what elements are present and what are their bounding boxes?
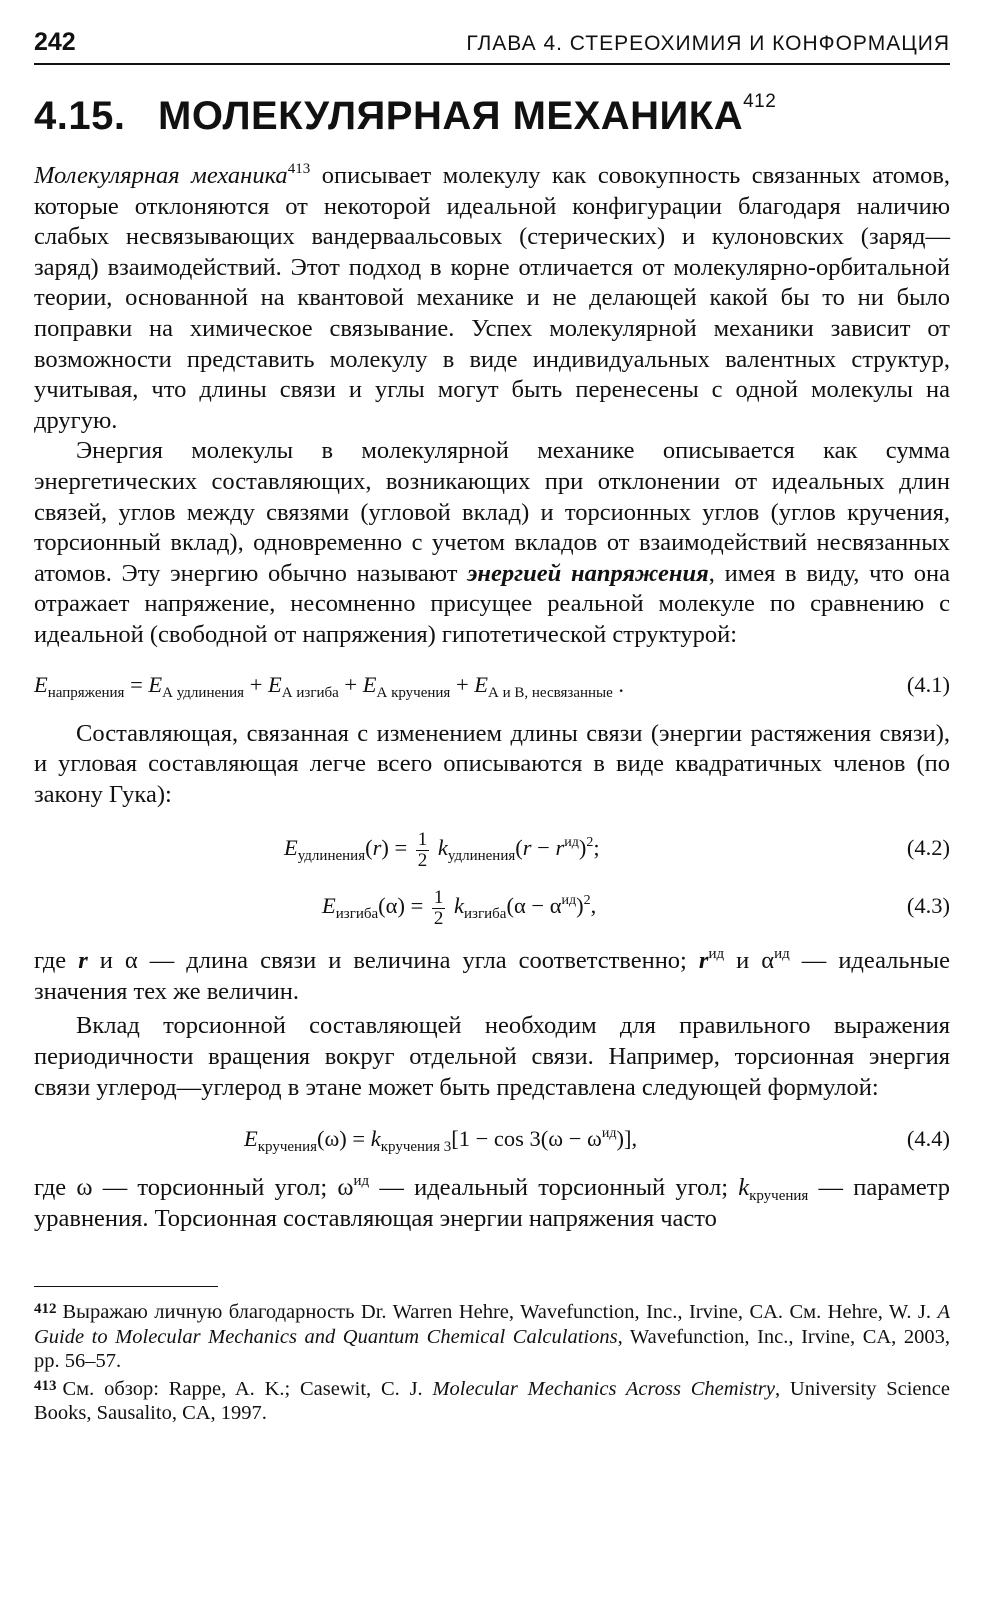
- fraction-denominator: 2: [433, 907, 444, 929]
- eq4-tail: )],: [616, 1126, 638, 1152]
- p4-b: и α — длина связи и величина угла соответственно;: [87, 947, 699, 975]
- eq-symbol: E: [34, 671, 48, 697]
- p4-sup2: ид: [774, 946, 790, 963]
- term-molecular-mechanics: Молекулярная механика: [34, 162, 288, 189]
- p4-c: и α: [724, 947, 775, 975]
- footnote-number: 412: [34, 1301, 57, 1318]
- equation-4-1: [34, 665, 950, 705]
- eq2-sub-e: удлинения: [297, 848, 366, 865]
- page: [34, 28, 950, 1426]
- footnote-text: См. обзор: Rappe, A. K.; Casewit, C. J.: [62, 1377, 433, 1400]
- eq1-sub-0: напряжения: [47, 684, 125, 701]
- eq-k: k: [454, 893, 465, 919]
- fraction-numerator: 1: [433, 886, 444, 908]
- eq1-sub-3: А кручения: [376, 684, 451, 701]
- paragraph-2: [34, 436, 950, 650]
- running-title: ГЛАВА 4. СТЕРЕОХИМИЯ И КОНФОРМАЦИЯ: [466, 32, 950, 55]
- eq-symbol: E: [148, 671, 163, 697]
- p4-d: — идеальные значения тех же величин.: [34, 947, 951, 1005]
- p6-c: — параметр уравнения. Торсионная составляющая энергии напряжения часто: [34, 1174, 950, 1232]
- footnote-book-title: A Guide to Molecular Mechanics and Quantum Chemical Calculations: [34, 1301, 950, 1348]
- footnote-rule: [34, 1286, 218, 1287]
- equation-4-3: [34, 880, 950, 932]
- eq1-sub-2: А изгиба: [281, 684, 339, 701]
- footnote-number: 413: [34, 1377, 57, 1394]
- p6-sup: ид: [353, 1173, 370, 1190]
- p6-ksub: кручения: [749, 1188, 809, 1205]
- eq3-var: α: [385, 893, 398, 919]
- footnote-text: , Wavefunction, Inc., Irvine, CA, 2003, pp. 56–57.: [34, 1325, 950, 1373]
- equation-4-4-formula: $E_{кручения}(\omega) = k_{кручения 3}[1 - \cos 3(\omega - \omega^{ид})]$,: [244, 1126, 638, 1156]
- footnote-text: Выражаю личную благодарность Dr. Warren Hehre, Wavefunction, Inc., Irvine, CA. См. Hehre, W. J.: [62, 1301, 938, 1324]
- equation-4-2: [34, 822, 950, 874]
- eq4-sub-e: кручения: [257, 1139, 317, 1156]
- section-title: [34, 91, 950, 139]
- eq-k: k: [370, 1126, 381, 1152]
- eq-symbol: E: [474, 671, 489, 697]
- fraction-half: [432, 888, 446, 929]
- paragraph-6: [34, 1173, 950, 1234]
- term-strain-energy: энергией напряжения: [467, 559, 709, 587]
- page-header: [34, 28, 950, 57]
- p6-b: — идеальный торсионный угол;: [369, 1174, 739, 1202]
- eq2-ideal: ид: [564, 835, 579, 851]
- eq4-body: [1 − cos 3(ω − ω: [451, 1126, 602, 1152]
- paragraph-5: Вклад торсионной составляющей необходим для правильного выражения периодичности вращения вокруг отдельной связи. Например, торсионная энергия связи углерод—углерод в этане может быть представлена следующей формулой:: [34, 1012, 950, 1101]
- eq2-var: r: [372, 835, 382, 861]
- page-number: 242: [34, 28, 76, 56]
- eq-symbol: E: [362, 671, 377, 697]
- p4-sup1: ид: [708, 946, 725, 963]
- eq1-sub-1: А удлинения: [162, 684, 245, 701]
- p4-a: где: [34, 947, 79, 975]
- p4-r: r: [78, 947, 88, 975]
- equation-number: (4.2): [906, 835, 950, 861]
- p6-a: где ω — торсионный угол; ω: [34, 1174, 354, 1202]
- eq3-var: α: [549, 893, 562, 919]
- footnote-book-title: Molecular Mechanics Across Chemistry: [432, 1377, 775, 1400]
- equation-number: (4.3): [906, 893, 950, 919]
- p4-r2: r: [698, 947, 709, 975]
- eq3-var: α: [513, 893, 526, 919]
- header-rule: [34, 63, 950, 65]
- eq-symbol: E: [322, 893, 336, 919]
- eq1-sub-4: А и В, несвязанные: [488, 684, 613, 701]
- eq-k: k: [437, 835, 448, 861]
- eq2-sub-k: удлинения: [447, 848, 516, 865]
- eq4-sub-k: кручения 3: [380, 1139, 452, 1156]
- equation-number: (4.4): [906, 1126, 950, 1152]
- eq-symbol: E: [244, 1126, 258, 1152]
- equation-4-2-formula: $E_{удлинения}(r)$ = $\frac{1}{2}$ $k_{удлинения}(r - r^{ид})^2$;: [284, 828, 600, 871]
- footnote-412: [34, 1297, 950, 1374]
- section-footnote-ref: 412: [743, 91, 777, 112]
- equation-number: (4.1): [906, 671, 950, 697]
- footnote-ref-413: 413: [287, 161, 311, 177]
- eq2-var: r: [522, 835, 532, 861]
- eq-symbol: E: [284, 835, 298, 861]
- eq3-sub-e: изгиба: [335, 906, 379, 923]
- fraction-denominator: 2: [417, 849, 428, 871]
- paragraph-1-text: описывает молекулу как совокупность связанных атомов, которые отклоняются от некоторой идеальной конфигурации благодаря наличию слабых несвязывающих вандерваальсовых (стерических) и кулоновских (заряд—заряд) взаимодействий. Этот подход в корне отличается от молекулярно-орбитальной теории, основанной на квантовой механике и не делающей какой бы то ни было поправки на химическое связывание. Успех молекулярной механики зависит от возможности представить молекулу в виде индивидуальных валентных структур, учитывая, что длины связи и углы могут быть перенесены с одной молекулы на другую.: [34, 162, 951, 434]
- eq3-ideal: ид: [561, 893, 577, 909]
- eq2-var: r: [555, 835, 565, 861]
- paragraph-2-text-b: , имея в виду, что она отражает напряжение, несомненно присущее реальной молекуле по сравнению с идеальной (свободной от напряжения) гипотетической структурой:: [34, 559, 950, 648]
- equation-4-1-formula: $E_{напряжения} = E_{А удлинения} + E_{А изгиба} + E_{А кручения} + E_{А и В, несвязанные}$ .: [34, 671, 625, 701]
- footnote-text: , University Science Books, Sausalito, CA, 1997.: [34, 1377, 950, 1425]
- paragraph-3: Составляющая, связанная с изменением длины связи (энергии растяжения связи), и угловая составляющая легче всего описываются в виде квадратичных членов (по закону Гука):: [34, 719, 950, 808]
- paragraph-1: [34, 161, 950, 436]
- p6-k: k: [738, 1174, 750, 1202]
- fraction-half: [416, 830, 430, 871]
- eq3-sub-k: изгиба: [464, 906, 507, 923]
- paragraph-2-text-a: Энергия молекулы в молекулярной механике описывается как сумма энергетических составляющих, возникающих при отклонении от идеальных длин связей, углов между связями (угловой вклад) и торсионных углов (углов кручения, торсионный вклад), одновременно с учетом вкладов от взаимодействий несвязанных атомов. Эту энергию обычно называют: [34, 437, 950, 587]
- eq4-ideal: ид: [601, 1126, 617, 1142]
- section-number: 4.15.: [34, 94, 126, 138]
- section-title-text: МОЛЕКУЛЯРНАЯ МЕХАНИКА: [158, 94, 744, 138]
- equation-4-3-formula: $E_{изгиба}(\alpha)$ = $\frac{1}{2}$ $k_{изгиба}(\alpha - \alpha^{ид})^2$,: [322, 886, 597, 929]
- equation-4-4: [34, 1119, 950, 1159]
- paragraph-4: [34, 946, 950, 1007]
- eq-symbol: E: [268, 671, 282, 697]
- fraction-numerator: 1: [417, 828, 428, 850]
- footnote-413: [34, 1374, 950, 1426]
